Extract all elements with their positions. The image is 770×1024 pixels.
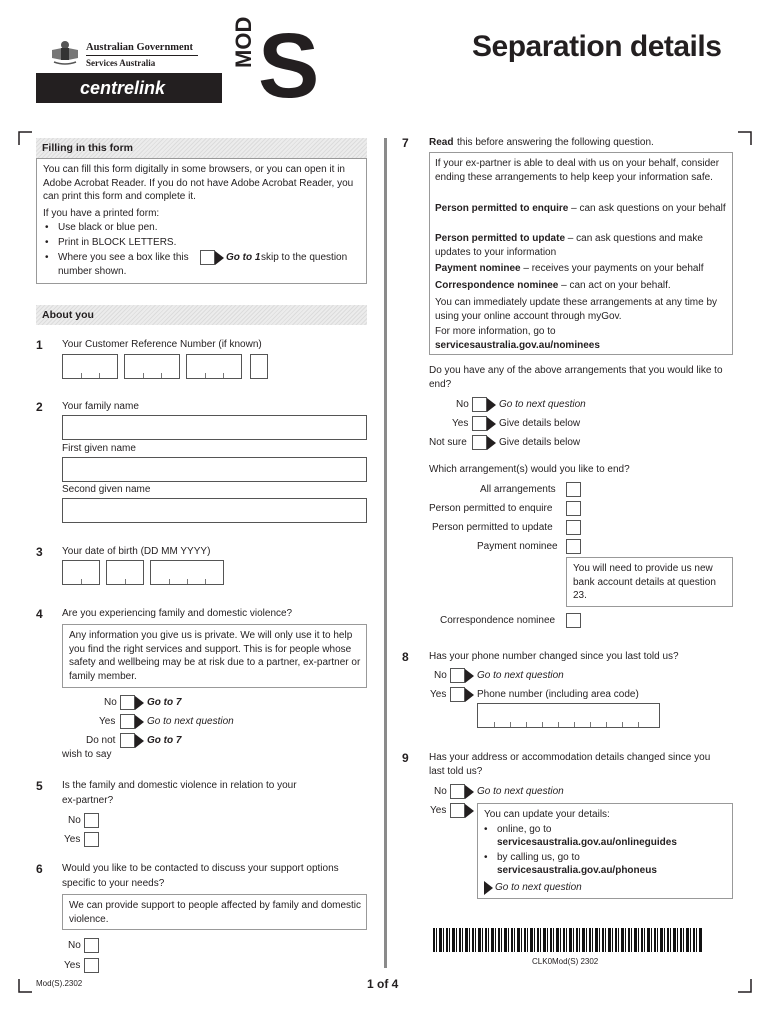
crn-field-4[interactable]: [250, 354, 268, 379]
about-section-header: [36, 305, 367, 325]
q8-no-checkbox[interactable]: [450, 668, 465, 683]
q7-info2: You can immediately update these arrangements at any time by using your online account through myGov.: [435, 297, 718, 322]
barcode: [433, 928, 703, 952]
q8-no-goto: Go to next question: [477, 670, 564, 681]
q2-label: Your family name: [62, 401, 139, 412]
q7-yes-goto: Give details below: [499, 418, 581, 429]
q7-yes-label: Yes: [452, 418, 469, 429]
q4-no-checkbox[interactable]: [120, 695, 135, 710]
q1-number: 1: [36, 338, 43, 352]
q5-yes-label: Yes: [64, 834, 81, 845]
corner-mark-bl: [18, 979, 32, 993]
q4-yes-goto: Go to next question: [147, 716, 234, 727]
q7-yes-checkbox[interactable]: [472, 416, 487, 431]
q6-no-checkbox[interactable]: [84, 938, 99, 953]
q4-info: Any information you give us is private. We will only use it to help you find the right services and support. This is for people whose safety and wellbeing may be at risk due to a partner, ex-partner or family member.: [69, 630, 361, 682]
filling-b3-goto: Go to 1: [226, 252, 261, 263]
gov-line1: Australian Government: [86, 42, 194, 53]
q7-not-sure-checkbox[interactable]: [472, 435, 487, 450]
q9-phone-link[interactable]: servicesaustralia.gov.au/phoneus: [497, 865, 657, 876]
filling-p1: You can fill this form digitally in some browsers, or you can open it in Adobe Acrobat Reader. If you do not have Adobe Acrobat Reader, you can print this form and complete it.: [43, 164, 354, 202]
q8-number: 8: [402, 650, 409, 664]
q7-ppe-rest: – can ask questions on your behalf: [571, 203, 726, 214]
crn-field-1[interactable]: [62, 354, 118, 379]
q8-no-label: No: [434, 670, 447, 681]
mod-letter: S: [258, 15, 320, 117]
q9-no-checkbox[interactable]: [450, 784, 465, 799]
q1-label: Your Customer Reference Number (if known): [62, 339, 262, 350]
goto-arrow-icon: [487, 436, 496, 450]
q7-ppe-b: Person permitted to enquire: [435, 203, 569, 214]
q8-yes-checkbox[interactable]: [450, 687, 465, 702]
second-name-label: Second given name: [62, 484, 151, 495]
q5-no-label: No: [68, 815, 81, 826]
q6-info: We can provide support to people affected by family and domestic violence.: [69, 900, 362, 925]
q7-info3-link[interactable]: servicesaustralia.gov.au/nominees: [435, 340, 600, 351]
dob-day-input[interactable]: [62, 560, 100, 585]
bullet-3: •: [45, 252, 49, 263]
q7-cn-rest: – can act on your behalf.: [561, 280, 671, 291]
goto-arrow-icon: [465, 688, 474, 702]
q4-yes-checkbox[interactable]: [120, 714, 135, 729]
q4-do-not-checkbox[interactable]: [120, 733, 135, 748]
q9-online-link[interactable]: servicesaustralia.gov.au/onlineguides: [497, 837, 677, 848]
goto-arrow-icon: [465, 669, 474, 683]
centrelink-banner: [36, 73, 222, 103]
q6-number: 6: [36, 862, 43, 876]
form-code: Mod(S).2302: [36, 979, 83, 988]
q7-no-goto: Go to next question: [499, 399, 586, 410]
q9-goto: Go to next question: [495, 882, 582, 893]
gov-divider: [86, 55, 198, 56]
filling-b3-line2: number shown.: [58, 266, 127, 277]
q5-label2: ex-partner?: [62, 795, 114, 806]
q7-which: Which arrangement(s) would you like to end?: [429, 464, 630, 475]
brand-name: centrelink: [80, 78, 166, 98]
bullet-2: •: [45, 237, 49, 248]
goto-arrow-icon: [487, 398, 496, 412]
q6-label2: specific to your needs?: [62, 878, 165, 889]
q7-ppe: [435, 202, 729, 216]
q4-dn-label: Do not: [86, 735, 116, 746]
q4-label: Are you experiencing family and domestic violence?: [62, 608, 293, 619]
filling-b3-post: skip to the question: [261, 252, 348, 263]
q7-info1: If your ex-partner is able to deal with us on your behalf, consider ending these arrangements to help keep your information safe.: [435, 158, 720, 183]
about-heading: About you: [42, 309, 94, 321]
q7-pn-note: You will need to provide us new bank account details at question 23.: [573, 563, 716, 601]
filling-heading: Filling in this form: [42, 142, 133, 154]
q9-no-label: No: [434, 786, 447, 797]
q4-number: 4: [36, 607, 43, 621]
goto-arrow-icon: [215, 251, 224, 265]
dob-year-input[interactable]: [150, 560, 224, 585]
q5-label: Is the family and domestic violence in relation to your: [62, 780, 297, 791]
q7-question: Do you have any of the above arrangements that you would like to end?: [429, 365, 723, 390]
q9-label: Has your address or accommodation details changed since you: [429, 752, 711, 763]
q7-cn-checkbox[interactable]: [566, 613, 581, 628]
q6-no-label: No: [68, 940, 81, 951]
first-name-label: First given name: [62, 443, 136, 454]
q7-pn-rest: – receives your payments on your behalf: [523, 263, 704, 274]
q6-label: Would you like to be contacted to discuss your support options: [62, 863, 339, 874]
q7-ppu-rest: – can ask questions and make updates to your information: [435, 233, 703, 258]
q7-opt-ppe: Person permitted to enquire: [429, 503, 553, 514]
family-name-input[interactable]: [62, 415, 367, 440]
filling-b2: Print in BLOCK LETTERS.: [58, 237, 177, 248]
government-crest-icon: [48, 36, 82, 66]
q8-yes-label: Yes: [430, 689, 447, 700]
mod-vertical: MOD: [231, 16, 256, 68]
corner-mark-tr: [738, 131, 752, 145]
column-divider: [384, 138, 387, 968]
q9-online: online, go to: [497, 824, 552, 835]
q3-number: 3: [36, 545, 43, 559]
q7-no-label: No: [456, 399, 469, 410]
q7-read: Read: [429, 137, 454, 148]
q5-yes-checkbox[interactable]: [84, 832, 99, 847]
goto-arrow-icon: [135, 734, 144, 748]
q7-opt-ppu: Person permitted to update: [432, 522, 553, 533]
q4-dn-label2: wish to say: [62, 749, 112, 760]
filling-b3-pre: Where you see a box like this: [58, 252, 189, 263]
q7-pn-b: Payment nominee: [435, 263, 521, 274]
crn-field-2[interactable]: [124, 354, 180, 379]
q3-label: Your date of birth (DD MM YYYY): [62, 546, 211, 557]
q7-opt-all: All arrangements: [480, 484, 556, 495]
bullet-online: •: [484, 824, 488, 835]
corner-mark-tl: [18, 131, 32, 145]
dob-month-input[interactable]: [106, 560, 144, 585]
q7-pn-checkbox[interactable]: [566, 539, 581, 554]
q9-number: 9: [402, 751, 409, 765]
q7-all-checkbox[interactable]: [566, 482, 581, 497]
q7-ns-goto: Give details below: [499, 437, 581, 448]
goto-arrow-icon: [465, 785, 474, 799]
q4-no-goto: Go to 7: [147, 697, 182, 708]
q9-no-goto: Go to next question: [477, 786, 564, 797]
q2-number: 2: [36, 400, 43, 414]
filling-b1: Use black or blue pen.: [58, 222, 158, 233]
q4-yes-label: Yes: [99, 716, 116, 727]
second-name-input[interactable]: [62, 498, 367, 523]
q7-opt-cn: Correspondence nominee: [440, 615, 556, 626]
goto-arrow-icon: [487, 417, 496, 431]
goto-arrow-icon: [135, 696, 144, 710]
q9-label2: last told us?: [429, 766, 483, 777]
q9-phone: by calling us, go to: [497, 852, 580, 863]
q7-opt-pn: Payment nominee: [477, 541, 558, 552]
q9-info-head: You can update your details:: [484, 809, 610, 820]
q7-no-checkbox[interactable]: [472, 397, 487, 412]
q5-no-checkbox[interactable]: [84, 813, 99, 828]
q5-number: 5: [36, 779, 43, 793]
crn-field-3[interactable]: [186, 354, 242, 379]
q6-yes-checkbox[interactable]: [84, 958, 99, 973]
goto-arrow-icon: [484, 881, 493, 895]
q7-ppu-b: Person permitted to update: [435, 233, 566, 244]
q7-ppe-checkbox[interactable]: [566, 501, 581, 516]
bullet-phone: •: [484, 852, 488, 863]
q7-ppu: [435, 232, 729, 259]
barcode-text: CLK0Mod(S) 2302: [532, 957, 599, 966]
filling-p2: If you have a printed form:: [43, 208, 160, 219]
q9-yes-label: Yes: [430, 805, 447, 816]
q7-cn-b: Correspondence nominee: [435, 280, 559, 291]
filling-section-header: [36, 138, 367, 158]
corner-mark-br: [738, 979, 752, 993]
q4-dn-goto: Go to 7: [147, 735, 182, 746]
q7-pn: [435, 262, 729, 276]
q7-info3: For more information, go to: [435, 326, 556, 337]
q7-number: 7: [402, 136, 409, 150]
q7-ppu-checkbox[interactable]: [566, 520, 581, 535]
first-name-input[interactable]: [62, 457, 367, 482]
q8-yes-goto: Phone number (including area code): [477, 689, 639, 700]
gov-line2: Services Australia: [86, 58, 156, 68]
q6-yes-label: Yes: [64, 960, 81, 971]
phone-number-input[interactable]: [477, 703, 660, 728]
q7-ns-label: Not sure: [429, 437, 467, 448]
q4-no-label: No: [104, 697, 117, 708]
q7-read-rest: this before answering the following question.: [457, 137, 654, 148]
q9-yes-checkbox[interactable]: [450, 803, 465, 818]
q7-cn: [435, 279, 729, 293]
page-title: Separation details: [472, 30, 722, 63]
goto-arrow-icon: [135, 715, 144, 729]
q8-label: Has your phone number changed since you last told us?: [429, 651, 679, 662]
example-checkbox: [200, 250, 215, 265]
goto-arrow-icon: [465, 804, 474, 818]
page-number: 1 of 4: [367, 977, 399, 991]
bullet-1: •: [45, 222, 49, 233]
